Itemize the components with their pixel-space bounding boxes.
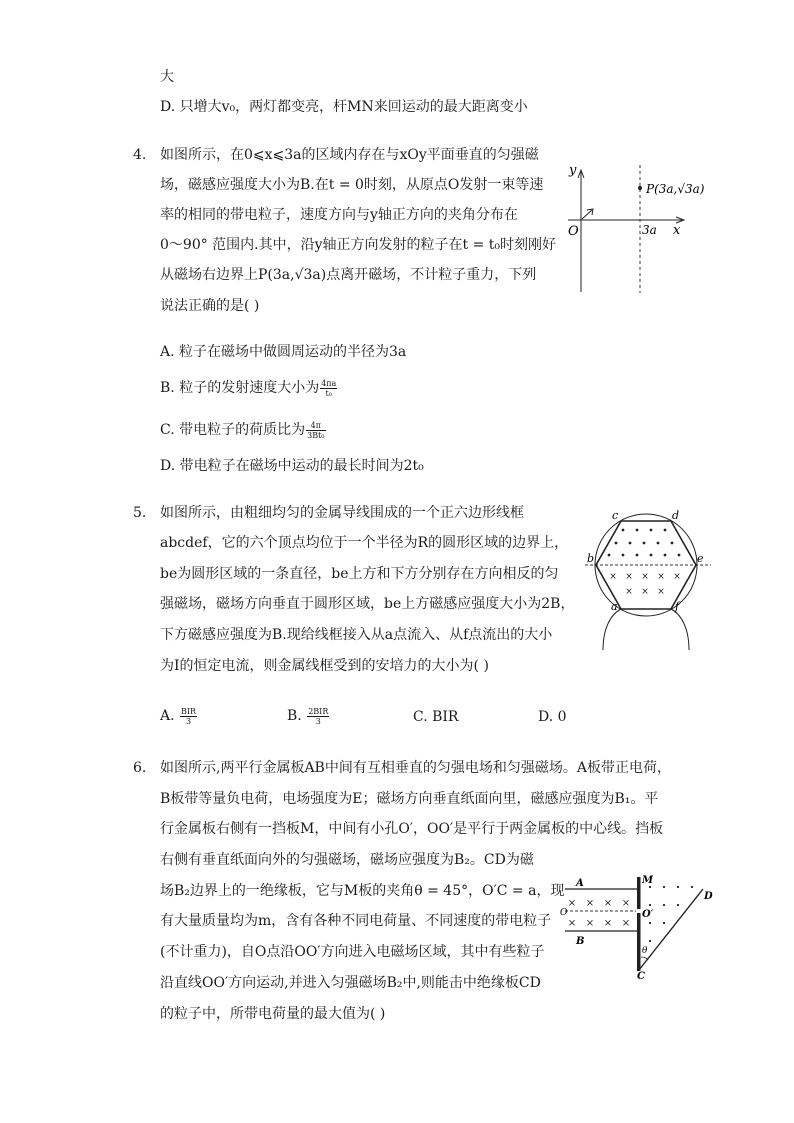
q5-option-b-denominator: 3 [315, 716, 321, 726]
svg-text:×: × [585, 898, 595, 909]
q6-stem-line-8: 沿直线OO′方向运动,并进入匀强磁场B₂中,则能击中绝缘板CD [160, 975, 541, 991]
q4-stem-line-6: 说法正确的是( ) [160, 298, 260, 314]
svg-text:×: × [621, 918, 631, 929]
q5-crosses-field [609, 572, 681, 597]
q4-stem-line-4: 0～90° 范围内.其中，沿y轴正方向发射的粒子在t = t₀时刻刚好 [160, 237, 557, 253]
svg-text:×: × [585, 918, 595, 929]
q5-stem-line-2: abcdef，它的六个顶点均位于一个半径为R的圆形区域的边界上， [160, 535, 569, 551]
q5-stem-line-1: 如图所示，由粗细均匀的金属导线围成的一个正六边形线框 [160, 505, 524, 521]
q5-lead-wire-f [671, 609, 689, 650]
svg-text:×: × [621, 898, 631, 909]
q5-dots-field [608, 529, 681, 557]
q6-label-c: C [637, 971, 645, 979]
q5-lead-wire-a [603, 609, 621, 650]
svg-text:×: × [641, 572, 649, 582]
q6-label-o: O [560, 908, 568, 918]
prev-option-d: D. 只增大v₀，两灯都变亮，杆MN来回运动的最大距离变小 [160, 99, 528, 115]
q4-option-b-numerator: 4πa [321, 378, 337, 388]
q5-stem-line-3: be为圆形区域的一条直径，be上方和下方分别存在方向相反的匀 [160, 566, 559, 582]
q4-label-y: y [569, 163, 577, 178]
q5-label-c: c [612, 510, 619, 522]
q5-stem-line-6: 为I的恒定电流，则金属线框受到的安培力的大小为( ) [160, 658, 489, 674]
q5-option-a [160, 706, 197, 726]
q4-label-x: x [673, 223, 681, 238]
q6-label-m: M [642, 875, 654, 886]
q4-option-c [160, 420, 326, 440]
q4-option-d: D. 带电粒子在磁场中运动的最长时间为2t₀ [160, 458, 424, 474]
q6-label-theta: θ [642, 946, 648, 956]
q4-stem-line-5: 从磁场右边界上P(3a,√3a)点离开磁场，不计粒子重力，下列 [160, 267, 537, 283]
q6-stem-line-5: 场B₂边界上的一绝缘板，它与M板的夹角θ = 45°，O′C = a，现 [160, 883, 565, 899]
q5-label-d: d [672, 510, 680, 522]
q4-option-c-numerator: 4π [306, 421, 325, 431]
svg-text:×: × [625, 572, 633, 582]
q5-option-b-fraction [307, 707, 329, 726]
q6-stem-line-9: 的粒子中，所带电荷量的最大值为( ) [160, 1006, 386, 1022]
q6-number: 6. [133, 760, 147, 776]
q5-option-b [287, 706, 329, 726]
q5-option-a-fraction [180, 707, 197, 726]
q6-label-a: A [576, 878, 584, 889]
q4-option-b-fraction [320, 379, 337, 398]
q5-option-b-label: B. [287, 708, 302, 724]
q5-stem-line-4: 强磁场，磁场方向垂直于圆形区域，be上方磁感应强度大小为2B， [160, 596, 575, 612]
q6-crosses-field [568, 898, 630, 929]
q6-stem-line-1: 如图所示,两平行金属板AB中间有互相垂直的匀强电场和匀强磁场。A板带正电荷， [160, 760, 671, 776]
q6-label-oprime: O′ [642, 909, 654, 920]
svg-text:×: × [603, 898, 613, 909]
svg-text:×: × [625, 587, 633, 597]
q6-label-b: B [576, 936, 585, 947]
q6-label-d: D [704, 891, 713, 902]
q5-label-b: b [587, 552, 595, 565]
svg-text:×: × [673, 572, 681, 582]
q5-option-c: C. BIR [413, 709, 459, 725]
q5-number: 5. [133, 505, 147, 521]
q4-option-b-text: B. 粒子的发射速度大小为 [160, 380, 320, 396]
q6-stem-line-2: B板带等量负电荷，电场强度为E；磁场方向垂直纸面向里，磁感应强度为B₁。平 [160, 791, 659, 807]
q5-label-a: a [611, 600, 618, 613]
q5-option-a-label: A. [160, 708, 175, 724]
q4-stem-line-2: 场，磁感应强度大小为B.在t = 0时刻，从原点O发射一束等速 [160, 177, 544, 193]
q4-option-b [160, 378, 337, 398]
q6-stem-line-3: 行金属板右侧有一挡板M，中间有小孔O′，OO′是平行于两金属板的中心线。挡板 [160, 821, 664, 837]
svg-text:×: × [657, 587, 665, 597]
q6-insulating-plate-cd [639, 889, 703, 970]
q4-label-3a: 3a [642, 223, 657, 237]
q5-stem-line-5: 下方磁感应强度为B.现给线框接入从a点流入、从f点流出的大小 [160, 627, 553, 643]
q4-stem-line-1: 如图所示，在0⩽x⩽3a的区域内存在与xOy平面垂直的匀强磁 [160, 147, 539, 163]
q4-option-a: A. 粒子在磁场中做圆周运动的半径为3a [160, 344, 407, 360]
q6-dots-field [649, 886, 693, 942]
svg-text:×: × [603, 918, 613, 929]
q6-stem-line-7: (不计重力)，自O点沿OO′方向进入电磁场区域，其中有些粒子 [160, 944, 545, 960]
svg-text:×: × [567, 918, 577, 929]
q5-label-e: e [697, 552, 704, 565]
q5-option-a-denominator: 3 [186, 716, 192, 726]
q4-velocity-arrow [582, 210, 592, 219]
q6-baffle-m [637, 877, 641, 971]
q6-figure [560, 873, 716, 979]
q4-number: 4. [133, 147, 147, 163]
q6-stem-line-6: 有大量质量均为m，含有各种不同电荷量、不同速度的带电粒子 [160, 913, 552, 929]
q4-option-c-text: C. 带电粒子的荷质比为 [160, 422, 306, 438]
svg-text:×: × [657, 572, 665, 582]
svg-text:×: × [567, 898, 577, 909]
q5-option-b-numerator: 2BIR [308, 706, 329, 716]
q4-point-p [638, 186, 642, 190]
q6-stem-line-4: 右侧有垂直纸面向外的匀强磁场，磁场应强度为B₂。CD为磁 [160, 852, 534, 868]
svg-text:×: × [609, 572, 617, 582]
q4-stem-line-3: 率的相同的带电粒子，速度方向与y轴正方向的夹角分布在 [160, 207, 518, 223]
q5-option-a-numerator: BIR [181, 706, 197, 716]
prev-line-1: 大 [160, 69, 174, 85]
q4-option-c-fraction [306, 421, 325, 440]
q4-label-p: P(3a,√3a) [646, 182, 705, 196]
q4-figure [560, 160, 720, 295]
svg-text:×: × [641, 587, 649, 597]
q4-option-c-denominator: 3Bt₀ [307, 430, 325, 440]
q4-label-origin: O [568, 224, 579, 239]
q4-option-b-denominator: t₀ [325, 388, 332, 398]
q5-figure [583, 510, 713, 650]
q5-option-d: D. 0 [538, 709, 567, 725]
q5-label-f: f [675, 600, 680, 613]
